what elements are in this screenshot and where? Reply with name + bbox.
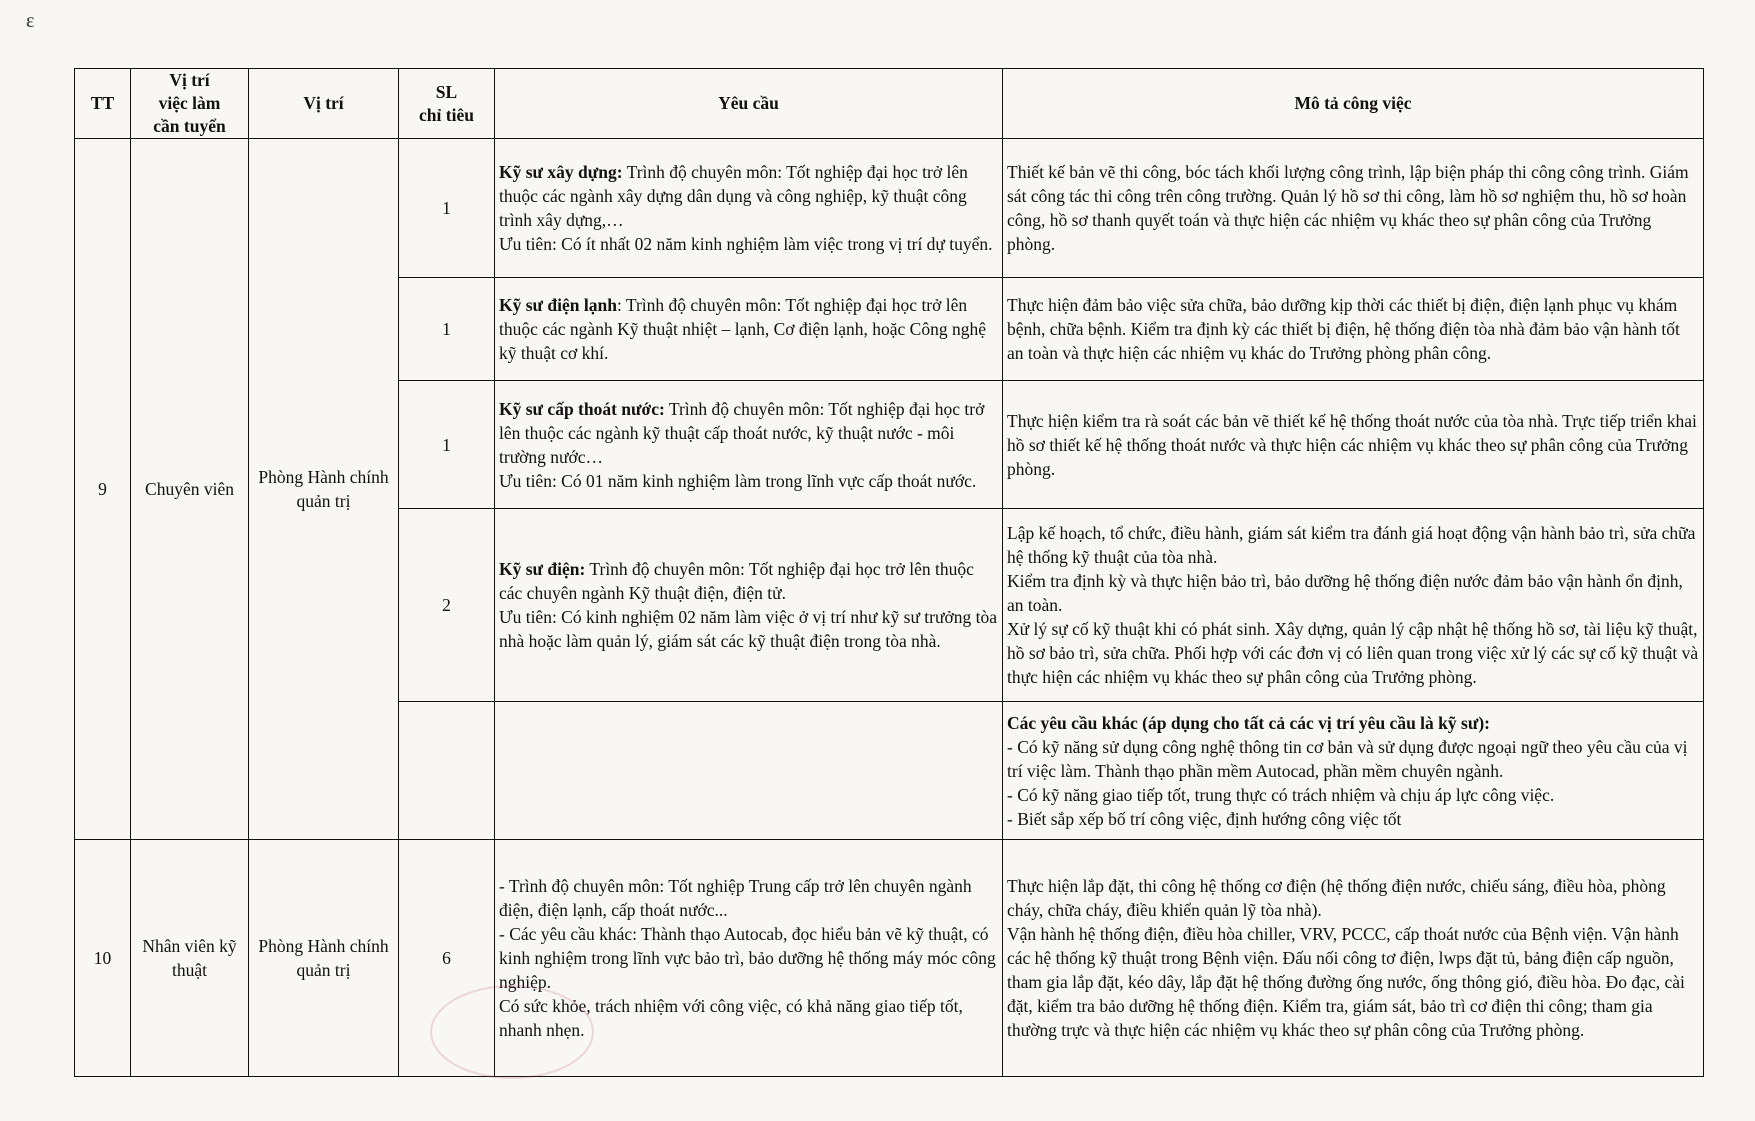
position-group-cell: Chuyên viên [131,139,249,840]
recruitment-table [74,68,1704,1077]
description-cell [1003,139,1704,277]
requirement-title: Kỹ sư cấp thoát nước: [499,398,665,419]
requirement-cell [495,139,1003,277]
requirement-body: Trình độ chuyên môn: Tốt nghiệp đại học trở lên thuộc các chuyên ngành Kỹ thuật điện, điện tử. Ưu tiên: Có kinh nghiệm 02 năm làm việc ở vị trí như kỹ sư trưởng tòa nhà hoặc làm quản lý, giám sát các kỹ thuật điện trong tòa nhà. [499,559,997,652]
requirement-cell [495,701,1003,839]
header-job-description: Mô tả công việc [1003,69,1704,139]
position-group-cell: Nhân viên kỹ thuật [131,840,249,1077]
header-requirements: Yêu cầu [495,69,1003,139]
header-position: Vị trí [249,69,399,139]
description-body: Thực hiện kiểm tra rà soát các bản vẽ thiết kế hệ thống thoát nước của tòa nhà. Trực tiếp triển khai hồ sơ thiết kế hệ thống thoát nước và thực hiện các nhiệm vụ khác theo sự phân công của Trưởng phòng. [1007,410,1697,479]
position-cell: Phòng Hành chính quản trị [249,840,399,1077]
description-cell [1003,840,1704,1077]
description-body: Thực hiện lắp đặt, thi công hệ thống cơ điện (hệ thống điện nước, chiếu sáng, điều hòa, phòng cháy, chữa cháy, điều khiển quản lỹ tòa nhà). Vận hành hệ thống điện, điều hòa chiller, VRV, PCCC, cấp thoát nước của Bệnh viện. Vận hành các hệ thống kỹ thuật trong Bệnh viện. Đấu nối công tơ điện, lwps đặt tủ, bảng điện cấp nguồn, tham gia lắp đặt, kéo dây, lắp đặt hệ thống đường ống nước, ống thông gió, điều hòa. Đo đạc, cài đặt, kiểm tra bảo dưỡng hệ thống điện. Kiểm tra, giám sát, bảo trì cơ điện thi công; tham gia thường trực và thực hiện các nhiệm vụ khác theo sự phân công của Trưởng phòng. [1007,876,1685,1041]
requirement-title: Kỹ sư xây dựng: [499,161,623,182]
requirement-cell [495,277,1003,380]
description-body: Lập kế hoạch, tổ chức, điều hành, giám sát kiểm tra đánh giá hoạt động vận hành bảo trì, sửa chữa hệ thống kỹ thuật của tòa nhà. Kiểm tra định kỳ và thực hiện bảo trì, bảo dưỡng hệ thống điện nước đảm bảo vận hành ổn định, an toàn. Xử lý sự cố kỹ thuật khi có phát sinh. Xây dựng, quản lý cập nhật hệ thống hồ sơ, tài liệu kỹ thuật, hồ sơ bảo trì, sửa chữa. Phối hợp với các đơn vị có liên quan trong việc xử lý các sự cố kỹ thuật và thực hiện các nhiệm vụ khác theo sự phân công của Trưởng phòng. [1007,523,1699,688]
requirement-body: Trình độ chuyên môn: Tốt nghiệp đại học trở lên thuộc các ngành kỹ thuật cấp thoát nước, kỹ thuật nước - môi trường nước… Ưu tiên: Có 01 năm kinh nghiệm làm trong lĩnh vực cấp thoát nước. [499,398,985,491]
quota-cell: 2 [399,509,495,702]
requirement-body: Trình độ chuyên môn: Tốt nghiệp đại học trở lên thuộc các ngành xây dựng dân dụng và công nghiệp, kỹ thuật công trình xây dựng,… Ưu tiên: Có ít nhất 02 năm kinh nghiệm làm việc trong vị trí dự tuyển. [499,161,993,254]
description-body: Thiết kế bản vẽ thi công, bóc tách khối lượng công trình, lập biện pháp thi công công trình. Giám sát công tác thi công trên công trường. Quản lý hồ sơ thi công, làm hồ sơ nghiệm thu, hồ sơ hoàn công, hồ sơ thanh quyết toán và thực hiện các nhiệm vụ khác theo sự phân công của Trưởng phòng. [1007,161,1689,254]
requirement-body: - Trình độ chuyên môn: Tốt nghiệp Trung cấp trở lên chuyên ngành điện, điện lạnh, cấp thoát nước... - Các yêu cầu khác: Thành thạo Autocab, đọc hiểu bản vẽ kỹ thuật, có kinh nghiệm trong lĩnh vực bảo trì, bảo dưỡng hệ thống máy móc công nghiệp. Có sức khỏe, trách nhiệm với công việc, có khả năng giao tiếp tốt, nhanh nhẹn. [499,876,996,1041]
quota-cell: 1 [399,277,495,380]
description-cell [1003,380,1704,508]
tt-cell: 9 [75,139,131,840]
quota-cell: 1 [399,380,495,508]
header-tt: TT [75,69,131,139]
tt-cell: 10 [75,840,131,1077]
description-body: Thực hiện đảm bảo việc sửa chữa, bảo dưỡng kịp thời các thiết bị điện, điện lạnh phục vụ khám bệnh, chữa bệnh. Kiểm tra định kỳ các thiết bị điện, hệ thống điện tòa nhà đảm bảo vận hành tốt an toàn và thực hiện các nhiệm vụ khác do Trưởng phòng phân công. [1007,294,1680,363]
requirement-title: Kỹ sư điện: [499,559,586,580]
requirement-title: Kỹ sư điện lạnh [499,294,617,315]
description-body: - Có kỹ năng sử dụng công nghệ thông tin cơ bản và sử dụng được ngoại ngữ theo yêu cầu của vị trí việc làm. Thành thạo phần mềm Autocad, phần mềm chuyên ngành. - Có kỹ năng giao tiếp tốt, trung thực có trách nhiệm và chịu áp lực công việc. - Biết sắp xếp bố trí công việc, định hướng công việc tốt [1007,736,1688,829]
header-position-group: Vị trí việc làm cần tuyển [131,69,249,139]
faded-stamp [430,985,594,1079]
requirement-cell [495,380,1003,508]
table-row [75,139,1704,277]
quota-cell: 1 [399,139,495,277]
requirement-body: : Trình độ chuyên môn: Tốt nghiệp đại học trở lên thuộc các ngành Kỹ thuật nhiệt – lạnh, Cơ điện lạnh, hoặc Công nghệ kỹ thuật cơ khí. [499,294,986,363]
requirement-cell [495,509,1003,702]
header-row [75,69,1704,139]
table-row [75,840,1704,1077]
quota-cell: 6 [399,840,495,1077]
description-cell [1003,277,1704,380]
description-cell [1003,701,1704,839]
position-cell: Phòng Hành chính quản trị [249,139,399,840]
description-title: Các yêu cầu khác (áp dụng cho tất cả các vị trí yêu cầu là kỹ sư): [1007,712,1490,733]
corner-mark: ɛ [26,10,35,32]
description-cell [1003,509,1704,702]
quota-cell [399,701,495,839]
header-quota: SL chỉ tiêu [399,69,495,139]
